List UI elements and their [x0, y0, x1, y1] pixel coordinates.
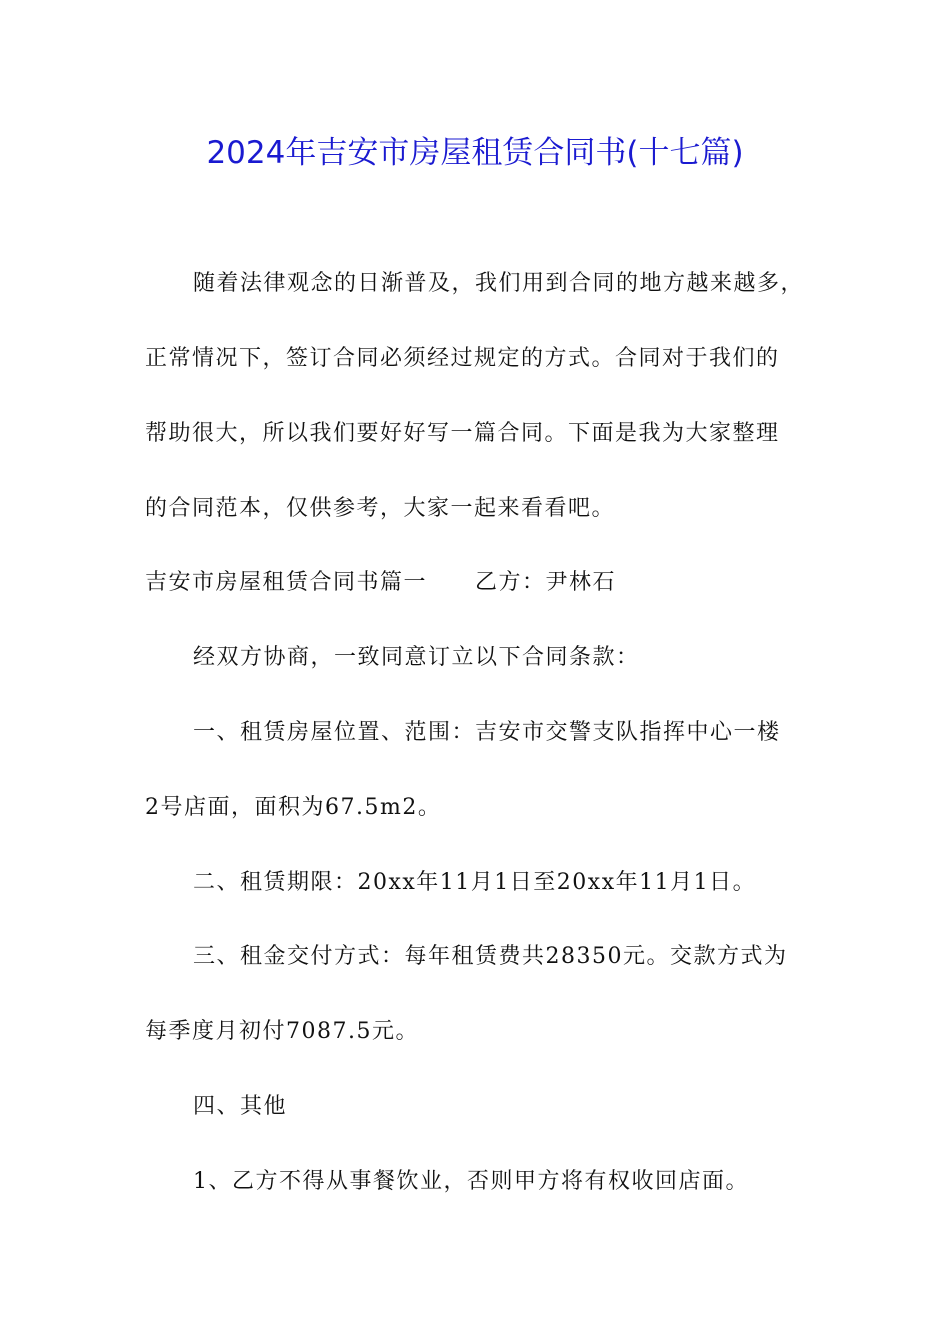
intro-line-3: 帮助很大，所以我们要好好写一篇合同。下面是我为大家整理: [145, 421, 780, 446]
clause-1-line-2: 2号店面，面积为67.5m2。: [145, 795, 442, 820]
clause-4-heading: 四、其他: [193, 1094, 288, 1119]
clause-3-line-2: 每季度月初付7087.5元。: [145, 1019, 419, 1044]
intro-line-2: 正常情况下，签订合同必须经过规定的方式。合同对于我们的: [145, 346, 780, 371]
document-title: 2024年吉安市房屋租赁合同书(十七篇): [206, 135, 744, 171]
agreement-line: 经双方协商，一致同意订立以下合同条款：: [193, 645, 640, 670]
clause-2: 二、租赁期限：20xx年11月1日至20xx年11月1日。: [193, 870, 757, 895]
intro-line-4: 的合同范本，仅供参考，大家一起来看看吧。: [145, 496, 616, 521]
clause-1-line-1: 一、租赁房屋位置、范围：吉安市交警支队指挥中心一楼: [193, 720, 781, 745]
intro-line-1: 随着法律观念的日渐普及，我们用到合同的地方越来越多，: [193, 271, 805, 296]
clause-3-line-1: 三、租金交付方式：每年租赁费共28350元。交款方式为: [193, 944, 788, 969]
clause-4-item-1: 1、乙方不得从事餐饮业，否则甲方将有权收回店面。: [193, 1169, 749, 1194]
party-b: 乙方：尹林石: [475, 570, 617, 595]
section-title: 吉安市房屋租赁合同书篇一: [145, 570, 428, 595]
section-heading: [145, 568, 616, 598]
